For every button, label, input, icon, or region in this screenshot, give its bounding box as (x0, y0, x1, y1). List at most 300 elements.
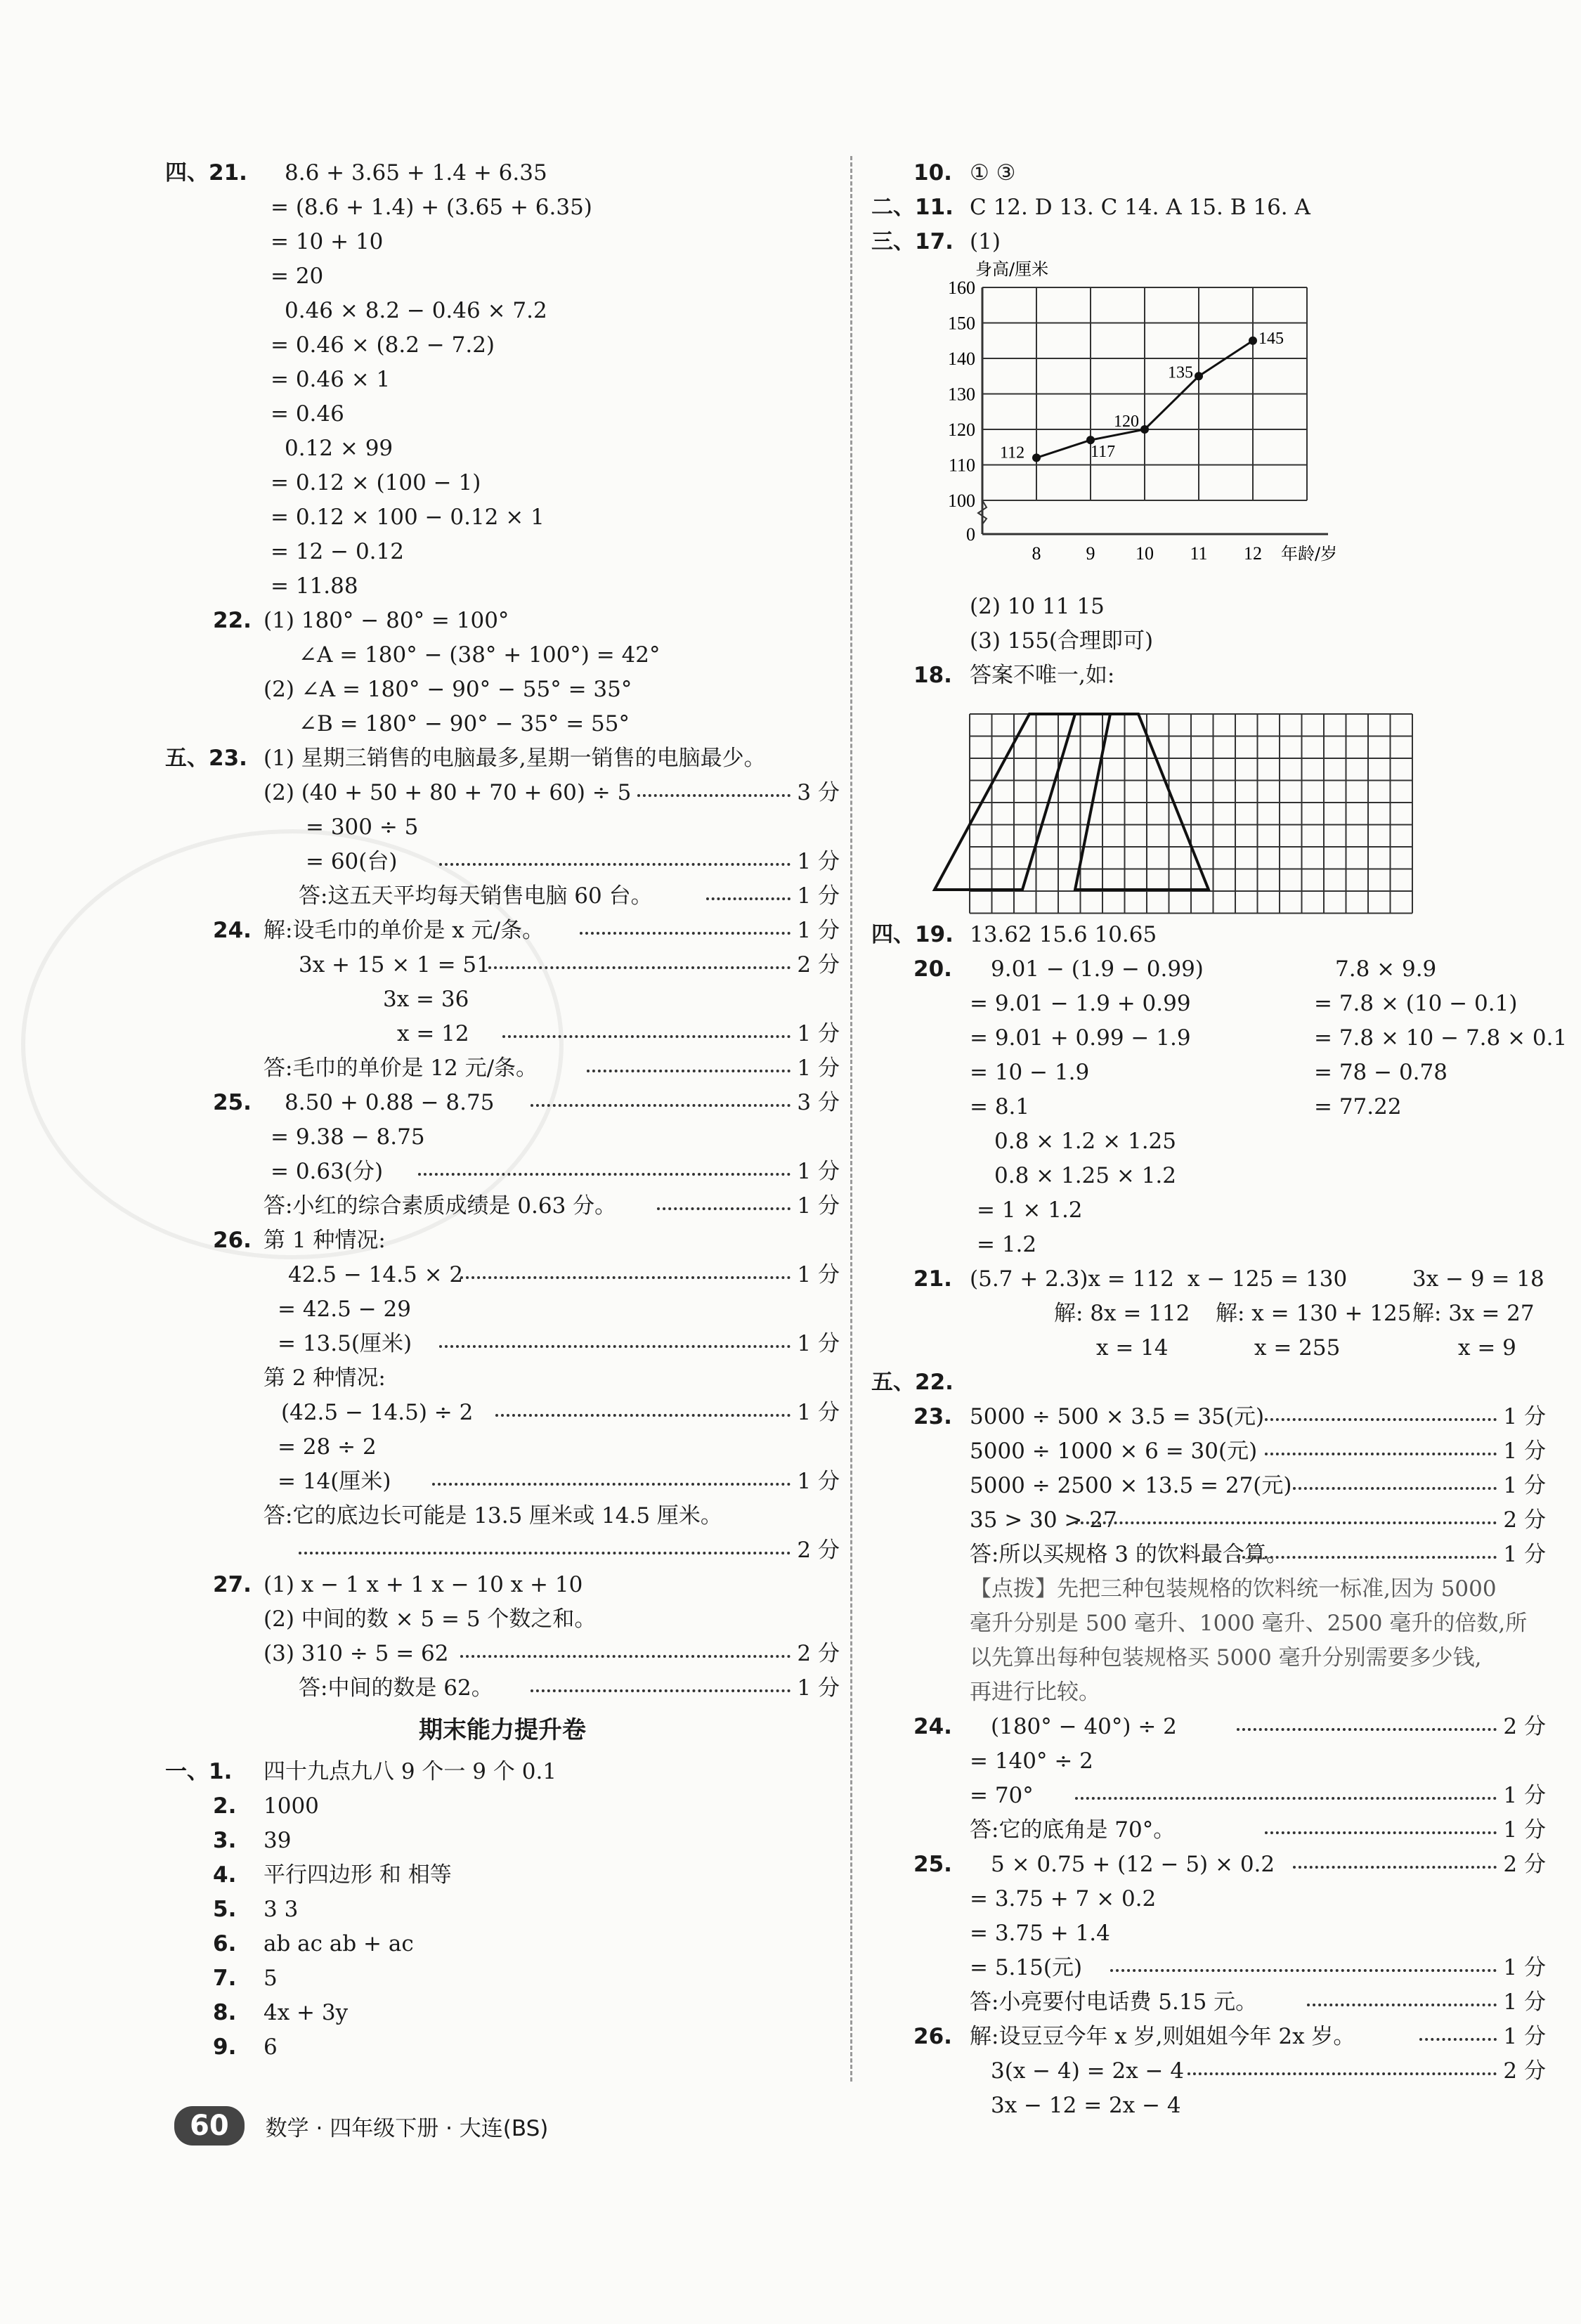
q-number: 6. (213, 1931, 237, 1956)
answer-q25 (165, 1086, 840, 1223)
answer-line: ① ③ (970, 160, 1016, 186)
q-number: 3. (213, 1828, 237, 1853)
answer-row (871, 1882, 1546, 1916)
answer-row (165, 2030, 840, 2065)
dot-leader (299, 1552, 790, 1554)
answer-row (871, 1779, 1546, 1813)
dot-leader (502, 1035, 790, 1038)
answer-line: = 12 − 0.12 (271, 539, 404, 564)
answer-line: = 11.88 (271, 573, 358, 599)
line-chart-svg (871, 259, 1546, 590)
score: 1 分 (1503, 1473, 1546, 1498)
answer-row (165, 1789, 840, 1824)
score: 2 分 (797, 1538, 840, 1563)
answer-line: 5 (264, 1966, 278, 1991)
x-tick-label: 8 (1032, 543, 1041, 564)
score: 1 分 (797, 1469, 840, 1494)
answer-q21-right (871, 1262, 1546, 1365)
answer-row (165, 156, 840, 190)
x-axis-label: 年龄/岁 (1281, 544, 1338, 564)
answer-row (165, 1755, 840, 1789)
answer-line: = 0.46 (271, 401, 344, 427)
answer-line: 6 (264, 2034, 278, 2060)
answer-line: = 0.12 × (100 − 1) (271, 470, 481, 495)
answer-line: = 300 ÷ 5 (306, 814, 419, 840)
answer-line: 答案不唯一,如: (970, 663, 1115, 688)
score: 1 分 (797, 883, 840, 909)
score: 1 分 (797, 1193, 840, 1219)
answer-row (165, 294, 840, 328)
dot-leader (488, 966, 790, 969)
dot-leader (706, 897, 790, 900)
answer-row (871, 952, 1546, 987)
x-tick-label: 9 (1086, 543, 1095, 564)
score: 1 分 (1503, 1989, 1546, 2015)
answer-row (165, 500, 840, 535)
answer-q26-right (871, 2020, 1546, 2123)
q-number: 8. (213, 2000, 237, 2025)
q-number: 9. (213, 2034, 237, 2060)
answer-line: 5 × 0.75 + (12 − 5) × 0.2 (991, 1852, 1275, 1877)
answer-q25-right (871, 1848, 1546, 2020)
q-number: 五、23. (165, 746, 247, 771)
data-point (1140, 425, 1149, 434)
answer-row (165, 1961, 840, 1996)
answer-q23 (165, 741, 840, 914)
answer-line: ∠B = 180° − 90° − 35° = 55° (299, 711, 630, 736)
answer-row (871, 2054, 1546, 2089)
answer-row (871, 1090, 1546, 1124)
score: 1 分 (797, 1159, 840, 1184)
dot-leader (418, 1173, 790, 1176)
answer-line: 1000 (264, 1793, 319, 1819)
answer-line: 8.50 + 0.88 − 8.75 (285, 1090, 495, 1115)
score: 1 分 (797, 849, 840, 874)
answer-line: x = 12 (397, 1021, 469, 1046)
answer-row (165, 431, 840, 466)
data-label: 112 (1000, 443, 1025, 462)
answer-line: 答:小亮要付电话费 5.15 元。 (970, 1989, 1258, 2015)
score: 2 分 (797, 1641, 840, 1666)
answer-line: 0.8 × 1.25 × 1.2 (994, 1163, 1176, 1188)
page-number: 60 (174, 2106, 245, 2146)
dot-leader (657, 1207, 790, 1210)
answer-line: 3x = 36 (383, 987, 469, 1012)
score: 1 分 (1503, 1817, 1546, 1843)
data-point (1249, 337, 1257, 345)
answer-line: 0.46 × 8.2 − 0.46 × 7.2 (285, 298, 547, 323)
score: 2 分 (1503, 2058, 1546, 2084)
answer-line: = 20 (271, 264, 324, 289)
answer-row (165, 604, 840, 638)
answer-line: (2) (40 + 50 + 80 + 70 + 60) ÷ 5 (264, 780, 632, 805)
answer-line: = 8.1 (970, 1094, 1030, 1119)
answer-line: 3x + 15 × 1 = 51 (299, 952, 490, 978)
note-text: 【点拨】先把三种包装规格的饮料统一标准,因为 5000 (970, 1576, 1497, 1602)
score: 1 分 (1503, 1404, 1546, 1429)
dot-leader (1265, 1418, 1497, 1421)
answer-row (165, 259, 840, 294)
answer-line: = 3.75 + 7 × 0.2 (970, 1886, 1157, 1911)
answer-row (871, 2089, 1546, 2123)
answer-row (871, 1813, 1546, 1848)
dot-leader (460, 1655, 790, 1658)
dot-leader (1188, 2072, 1497, 2075)
answer-row (871, 1159, 1546, 1193)
score: 3 分 (797, 780, 840, 805)
x-tick-label: 10 (1136, 543, 1154, 564)
dot-leader (1110, 1969, 1497, 1972)
q-number: 25. (213, 1090, 252, 1115)
q-number: 26. (213, 1228, 252, 1253)
answer-line: = 7.8 × (10 − 0.1) (1314, 991, 1518, 1016)
answer-line: = 42.5 − 29 (278, 1297, 411, 1322)
data-point (1195, 372, 1203, 380)
answer-line: 35 > 30 > 27 (970, 1507, 1117, 1533)
answer-line: x = 255 (1254, 1335, 1341, 1361)
score: 2 分 (797, 952, 840, 978)
answer-row (871, 1848, 1546, 1882)
score: 1 分 (1503, 2024, 1546, 2049)
dot-leader (1307, 2004, 1497, 2006)
answer-line: 13.62 15.6 10.65 (970, 922, 1157, 947)
q-number: 四、19. (871, 922, 954, 947)
answer-line: = (8.6 + 1.4) + (3.65 + 6.35) (271, 195, 592, 220)
answer-line: 0.12 × 99 (285, 436, 393, 461)
answer-row (165, 1824, 840, 1858)
q-number: 23. (913, 1404, 952, 1429)
answer-line: x = 14 (1096, 1335, 1169, 1361)
dot-leader (587, 1070, 790, 1072)
y-tick-label: 100 (948, 491, 975, 511)
answer-line: 42.5 − 14.5 × 2 (288, 1262, 464, 1287)
height-line-chart (871, 259, 1546, 590)
q-number: 24. (913, 1714, 952, 1739)
answer-line: x − 125 = 130 (1188, 1266, 1348, 1292)
answer-row (165, 328, 840, 363)
answer-row (165, 1858, 840, 1893)
answers-1-to-9 (165, 1755, 840, 2065)
answer-line: 39 (264, 1828, 292, 1853)
dot-leader (1419, 2038, 1497, 2041)
answer-row (165, 466, 840, 500)
trapezoid-grid-svg (871, 693, 1546, 918)
answer-row (871, 1469, 1546, 1503)
data-label: 145 (1258, 329, 1284, 348)
answer-line: (2) 中间的数 × 5 = 5 个数之和。 (264, 1606, 597, 1632)
x-tick-label: 11 (1190, 543, 1208, 564)
answer-q21 (165, 156, 840, 604)
dot-leader (1293, 1866, 1497, 1869)
answer-line: = 77.22 (1314, 1094, 1402, 1119)
answer-row (871, 987, 1546, 1021)
q-number: 三、17. (871, 229, 954, 254)
answer-row (871, 2020, 1546, 2054)
answer-row (165, 707, 840, 741)
score: 1 分 (797, 1675, 840, 1701)
answer-line: 8.6 + 3.65 + 1.4 + 6.35 (285, 160, 547, 186)
answer-row (165, 569, 840, 604)
q-number: 一、1. (165, 1759, 233, 1784)
score: 1 分 (797, 918, 840, 943)
answer-line: ab ac ab + ac (264, 1931, 414, 1956)
answer-row (871, 1228, 1546, 1262)
answer-line: 答:毛巾的单价是 12 元/条。 (264, 1056, 538, 1081)
answer-row (871, 1538, 1546, 1572)
answer-line: 第 2 种情况: (264, 1365, 386, 1391)
y-tick-label: 120 (948, 420, 975, 440)
answer-line: (1) 星期三销售的电脑最多,星期一销售的电脑最少。 (264, 746, 766, 771)
answer-line: 5000 ÷ 500 × 3.5 = 35(元) (970, 1404, 1265, 1429)
answer-line: = 9.38 − 8.75 (271, 1124, 425, 1150)
answer-row (871, 1951, 1546, 1985)
tip-note-line (871, 1641, 1546, 1675)
x-tick-label: 12 (1244, 543, 1262, 564)
answer-row (871, 1710, 1546, 1744)
answer-line: = 10 − 1.9 (970, 1060, 1090, 1085)
answer-line: (2) 10 11 15 (970, 594, 1105, 619)
q-number: 22. (213, 608, 252, 633)
answer-line: (1) (970, 229, 1001, 254)
q-number: 27. (213, 1572, 252, 1597)
answer-line: 答:中间的数是 62。 (299, 1675, 493, 1701)
answer-row (871, 1331, 1546, 1365)
score: 1 分 (797, 1400, 840, 1425)
dot-leader (1265, 1453, 1497, 1455)
answer-row (165, 363, 840, 397)
answer-line: = 9.01 + 0.99 − 1.9 (970, 1025, 1191, 1051)
answer-line: 第 1 种情况: (264, 1228, 386, 1253)
dot-leader (432, 1483, 790, 1486)
q-number: 4. (213, 1862, 237, 1888)
answer-line: (1) 180° − 80° = 100° (264, 608, 509, 633)
answer-row (165, 225, 840, 259)
answer-row (165, 1927, 840, 1961)
data-point (1032, 453, 1041, 462)
score: 2 分 (1503, 1714, 1546, 1739)
answer-line: 答:它的底边长可能是 13.5 厘米或 14.5 厘米。 (264, 1503, 722, 1528)
answer-row (165, 535, 840, 569)
q-number: 10. (913, 160, 952, 186)
y-tick-label: 110 (948, 455, 975, 476)
answer-line: 平行四边形 和 相等 (264, 1862, 452, 1888)
y-axis-label: 身高/厘米 (975, 259, 1049, 279)
dot-leader (495, 1414, 790, 1417)
answer-row (871, 1400, 1546, 1434)
dot-leader (637, 794, 790, 797)
note-text: 毫升分别是 500 毫升、1000 毫升、2500 毫升的倍数,所 (970, 1611, 1528, 1636)
answer-row (871, 1124, 1546, 1159)
answer-line: 3x − 9 = 18 (1412, 1266, 1544, 1292)
dot-leader (1265, 1831, 1497, 1834)
y-tick-label: 150 (948, 313, 975, 334)
answer-line: 答:它的底角是 70°。 (970, 1817, 1176, 1843)
q-number: 18. (913, 663, 952, 688)
data-label: 135 (1168, 363, 1193, 382)
answer-row (165, 190, 840, 225)
answer-q23-right (871, 1400, 1546, 1710)
q-number: 二、11. (871, 195, 954, 220)
answer-line: 4x + 3y (264, 2000, 349, 2025)
answer-line: = 0.63(分) (271, 1159, 384, 1184)
answer-line: 3x − 12 = 2x − 4 (991, 2093, 1181, 2118)
answer-line: 解: 3x = 27 (1412, 1301, 1535, 1326)
answer-line: = 1.2 (977, 1232, 1037, 1257)
score: 2 分 (1503, 1852, 1546, 1877)
y-tick-label: 140 (948, 349, 975, 369)
page-footer (174, 2105, 548, 2147)
q-number: 20. (913, 956, 952, 982)
section-title: 期末能力提升卷 (419, 1716, 586, 1744)
answer-line: 答:所以买规格 3 的饮料最合算。 (970, 1542, 1288, 1567)
q-number: 四、21. (165, 160, 247, 186)
note-text: 以先算出每种包装规格买 5000 毫升分别需要多少钱, (970, 1645, 1482, 1670)
answer-q24-right (871, 1710, 1546, 1848)
answer-line: C 12. D 13. C 14. A 15. B 16. A (970, 195, 1310, 220)
answer-q24 (165, 914, 840, 1086)
q-number: 7. (213, 1966, 237, 1991)
y-zero-label: 0 (966, 524, 975, 545)
answer-row (871, 1434, 1546, 1469)
tip-note-line (871, 1606, 1546, 1641)
answer-line: 解: x = 130 + 125 (1216, 1301, 1412, 1326)
answer-line: = 0.46 × (8.2 − 7.2) (271, 332, 495, 358)
answer-line: 解:设豆豆今年 x 岁,则姐姐今年 2x 岁。 (970, 2024, 1355, 2049)
answer-line: = 70° (970, 1783, 1034, 1808)
score: 1 分 (797, 1262, 840, 1287)
answer-line: x = 9 (1458, 1335, 1516, 1361)
answer-line: (3) 155(合理即可) (970, 628, 1154, 654)
grid-drawing (871, 693, 1546, 918)
answer-row (165, 673, 840, 707)
score: 1 分 (1503, 1439, 1546, 1464)
column-divider (850, 156, 852, 2082)
q-number: 24. (213, 918, 252, 943)
answer-line: 四十九点九八 9 个一 9 个 0.1 (264, 1759, 557, 1784)
answer-line: 3 3 (264, 1897, 299, 1922)
answer-q20 (871, 952, 1568, 1262)
answer-line: = 140° ÷ 2 (970, 1748, 1093, 1774)
answer-row (871, 1056, 1546, 1090)
answer-line: 解: 8x = 112 (1054, 1301, 1190, 1326)
score: 1 分 (1503, 1783, 1546, 1808)
answer-line: 答:小红的综合素质成绩是 0.63 分。 (264, 1193, 617, 1219)
dot-leader (439, 863, 790, 866)
q-number: 25. (913, 1852, 952, 1877)
answer-row (871, 1262, 1546, 1297)
left-column (165, 156, 840, 2065)
data-label: 117 (1091, 443, 1116, 462)
dot-leader (580, 932, 790, 935)
answer-line: 5000 ÷ 2500 × 13.5 = 27(元) (970, 1473, 1292, 1498)
answer-row (871, 1021, 1568, 1056)
answer-q22 (165, 604, 840, 741)
answer-line: = 3.75 + 1.4 (970, 1921, 1110, 1946)
answer-line: 7.8 × 9.9 (1335, 956, 1437, 982)
answer-row (165, 1893, 840, 1927)
data-label: 120 (1114, 413, 1139, 431)
answer-line: = 78 − 0.78 (1314, 1060, 1447, 1085)
answer-line: = 5.15(元) (970, 1955, 1083, 1980)
dot-leader (460, 1276, 790, 1279)
y-tick-label: 160 (948, 278, 975, 298)
score: 1 分 (1503, 1542, 1546, 1567)
answer-line: = 0.46 × 1 (271, 367, 391, 392)
q-number: 五、22. (871, 1370, 954, 1395)
answer-line: = 28 ÷ 2 (278, 1434, 377, 1460)
dot-leader (531, 1104, 790, 1107)
answer-line: = 13.5(厘米) (278, 1331, 412, 1356)
answer-row (871, 1744, 1546, 1779)
score: 1 分 (797, 1056, 840, 1081)
answer-line: (2) ∠A = 180° − 90° − 55° = 35° (264, 677, 632, 702)
answer-line: = 9.01 − 1.9 + 0.99 (970, 991, 1191, 1016)
answer-row (871, 1193, 1546, 1228)
dot-leader (1237, 1728, 1497, 1731)
dot-leader (1075, 1521, 1497, 1524)
answer-q27 (165, 1568, 840, 1706)
dot-leader (1293, 1487, 1497, 1490)
answer-q26 (165, 1223, 840, 1568)
answer-line: 9.01 − (1.9 − 0.99) (991, 956, 1204, 982)
answer-line: 3(x − 4) = 2x − 4 (991, 2058, 1185, 2084)
q-number: 21. (913, 1266, 952, 1292)
right-column (871, 156, 1568, 2123)
answer-line: (5.7 + 2.3)x = 112 (970, 1266, 1174, 1292)
note-text: 再进行比较。 (970, 1680, 1100, 1705)
score: 1 分 (1503, 1955, 1546, 1980)
answer-line: (180° − 40°) ÷ 2 (991, 1714, 1177, 1739)
tip-note-line (871, 1572, 1546, 1606)
answer-row (871, 1916, 1546, 1951)
answer-row (165, 638, 840, 673)
answer-line: 0.8 × 1.2 × 1.25 (994, 1129, 1176, 1154)
answer-line: = 60(台) (306, 849, 398, 874)
dot-leader (1075, 1797, 1497, 1800)
answer-row (165, 1996, 840, 2030)
tip-note-line (871, 1675, 1546, 1710)
score: 2 分 (1503, 1507, 1546, 1533)
answer-row (871, 1503, 1546, 1538)
answer-line: 5000 ÷ 1000 × 6 = 30(元) (970, 1439, 1258, 1464)
answer-line: ∠A = 180° − (38° + 100°) = 42° (299, 642, 661, 668)
q-number: 26. (913, 2024, 952, 2049)
answer-line: = 10 + 10 (271, 229, 384, 254)
answer-line: = 1 × 1.2 (977, 1197, 1083, 1223)
score: 3 分 (797, 1090, 840, 1115)
score: 1 分 (797, 1021, 840, 1046)
answer-line: = 0.12 × 100 − 0.12 × 1 (271, 505, 545, 530)
dot-leader (439, 1345, 790, 1348)
answer-row (165, 397, 840, 431)
answer-line: (3) 310 ÷ 5 = 62 (264, 1641, 449, 1666)
q-number: 5. (213, 1897, 237, 1922)
dot-leader (531, 1689, 790, 1692)
answer-line: 答:这五天平均每天销售电脑 60 台。 (299, 883, 653, 909)
dot-leader (1237, 1556, 1497, 1559)
answer-row (871, 1985, 1546, 2020)
y-tick-label: 130 (948, 384, 975, 405)
answer-line: = 7.8 × 10 − 7.8 × 0.1 (1314, 1025, 1568, 1051)
answer-line: (1) x − 1 x + 1 x − 10 x + 10 (264, 1572, 583, 1597)
book-info: 数学 · 四年级下册 · 大连(BS) (265, 2115, 549, 2141)
answer-row (871, 1297, 1546, 1331)
answer-line: = 14(厘米) (278, 1469, 391, 1494)
q-number: 2. (213, 1793, 237, 1819)
answer-line: (42.5 − 14.5) ÷ 2 (281, 1400, 474, 1425)
answer-line: 解:设毛巾的单价是 x 元/条。 (264, 918, 545, 943)
score: 1 分 (797, 1331, 840, 1356)
